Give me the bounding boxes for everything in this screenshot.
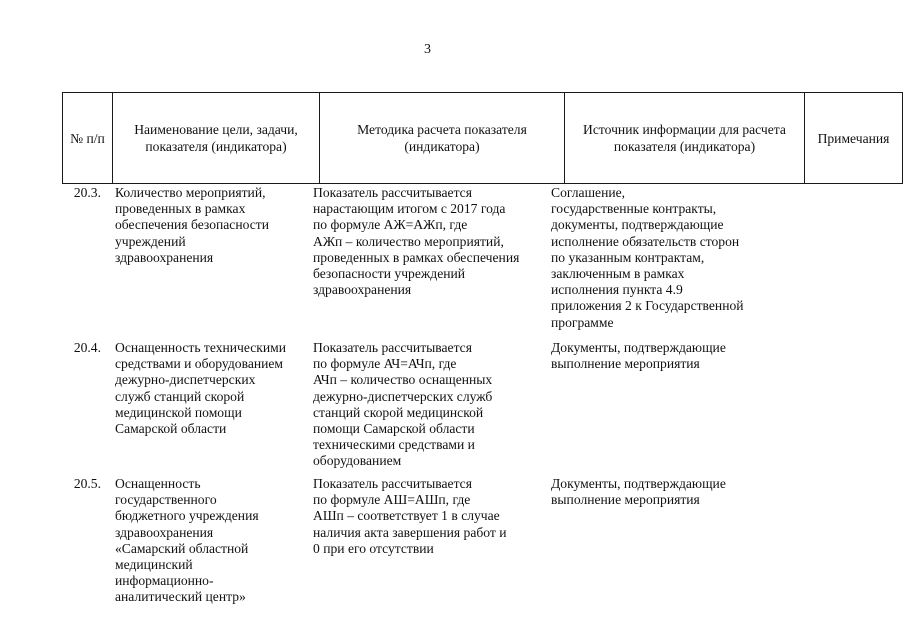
row-number: 20.5. xyxy=(73,476,101,491)
header-method: Методика расчета показателя (индикатора) xyxy=(320,93,565,184)
name-line: бюджетного учреждения xyxy=(115,508,259,524)
method-line: 0 при его отсутствии xyxy=(313,540,434,556)
indicator-name-cell xyxy=(107,340,309,476)
name-line: средствами и оборудованием xyxy=(115,356,284,372)
table-row xyxy=(62,476,877,624)
name-line: проведенных в рамках xyxy=(115,201,246,217)
table-header-row xyxy=(63,93,903,184)
indicator-table-body xyxy=(62,185,877,624)
method-line: по формуле АЧ=АЧп, где xyxy=(313,356,457,372)
method-line: безопасности учреждений xyxy=(313,266,466,282)
name-line: аналитический центр» xyxy=(115,589,246,605)
method-line: проведенных в рамках обеспечения xyxy=(313,249,520,265)
source-line: Документы, подтверждающие xyxy=(551,340,726,355)
name-line: служб станций скорой xyxy=(115,388,245,404)
method-line: станций скорой медицинской xyxy=(313,404,484,420)
name-line: здравоохранения xyxy=(115,524,214,540)
indicator-table-header xyxy=(62,92,903,184)
method-line: нарастающим итогом с 2017 года xyxy=(313,201,506,217)
source-line: заключенным в рамках xyxy=(551,266,685,282)
indicator-name-cell xyxy=(107,185,309,340)
name-line: дежурно-диспетчерских xyxy=(115,372,256,388)
name-line: Оснащенность техническими xyxy=(115,340,287,355)
name-line: государственного xyxy=(115,492,217,508)
name-line: Количество мероприятий, xyxy=(115,185,266,200)
name-line: информационно- xyxy=(115,573,214,589)
indicator-name-cell xyxy=(107,476,309,624)
source-line: Соглашение, xyxy=(551,185,626,200)
calculation-method-cell xyxy=(309,476,549,624)
table-row xyxy=(62,340,877,476)
source-line: приложения 2 к Государственной xyxy=(551,298,744,314)
notes-cell xyxy=(784,185,877,340)
method-line: АЖп – количество мероприятий, xyxy=(313,233,504,249)
source-line: документы, подтверждающие xyxy=(551,217,724,233)
method-line: Показатель рассчитывается xyxy=(313,185,472,200)
method-line: здравоохранения xyxy=(313,282,412,298)
source-line: выполнение мероприятия xyxy=(551,356,700,372)
row-number: 20.4. xyxy=(73,340,101,355)
source-line: исполнения пункта 4.9 xyxy=(551,282,683,298)
header-name: Наименование цели, задачи, показателя (индикатора) xyxy=(113,93,320,184)
method-line: по формуле АЖ=АЖп, где xyxy=(313,217,468,233)
method-line: Показатель рассчитывается xyxy=(313,476,472,491)
source-line: программе xyxy=(551,314,614,330)
source-line: исполнение обязательств сторон xyxy=(551,233,740,249)
calculation-method-cell xyxy=(309,340,549,476)
source-line: выполнение мероприятия xyxy=(551,492,700,508)
method-line: оборудованием xyxy=(313,453,402,469)
method-line: АШп – соответствует 1 в случае xyxy=(313,508,500,524)
method-line: дежурно-диспетчерских служб xyxy=(313,388,493,404)
header-source: Источник информации для расчета показателя (индикатора) xyxy=(565,93,805,184)
notes-cell xyxy=(784,340,877,476)
table-row xyxy=(62,185,877,340)
header-notes: Примечания xyxy=(805,93,903,184)
method-line: наличия акта завершения работ и xyxy=(313,524,507,540)
method-line: по формуле АШ=АШп, где xyxy=(313,492,471,508)
name-line: здравоохранения xyxy=(115,249,214,265)
information-source-cell xyxy=(549,476,784,624)
method-line: АЧп – количество оснащенных xyxy=(313,372,493,388)
row-number: 20.3. xyxy=(73,185,101,200)
calculation-method-cell xyxy=(309,185,549,340)
header-number: № п/п xyxy=(63,93,113,184)
name-line: медицинский xyxy=(115,557,193,573)
information-source-cell xyxy=(549,185,784,340)
name-line: обеспечения безопасности xyxy=(115,217,270,233)
information-source-cell xyxy=(549,340,784,476)
name-line: «Самарский областной xyxy=(115,540,249,556)
name-line: Самарской области xyxy=(115,421,227,437)
method-line: техническими средствами и xyxy=(313,437,475,453)
notes-cell xyxy=(784,476,877,624)
page-number: 3 xyxy=(424,42,431,57)
name-line: медицинской помощи xyxy=(115,404,242,420)
method-line: Показатель рассчитывается xyxy=(313,340,472,355)
name-line: Оснащенность xyxy=(115,476,201,491)
name-line: учреждений xyxy=(115,233,186,249)
source-line: по указанным контрактам, xyxy=(551,249,705,265)
source-line: Документы, подтверждающие xyxy=(551,476,726,491)
source-line: государственные контракты, xyxy=(551,201,717,217)
method-line: помощи Самарской области xyxy=(313,421,475,437)
